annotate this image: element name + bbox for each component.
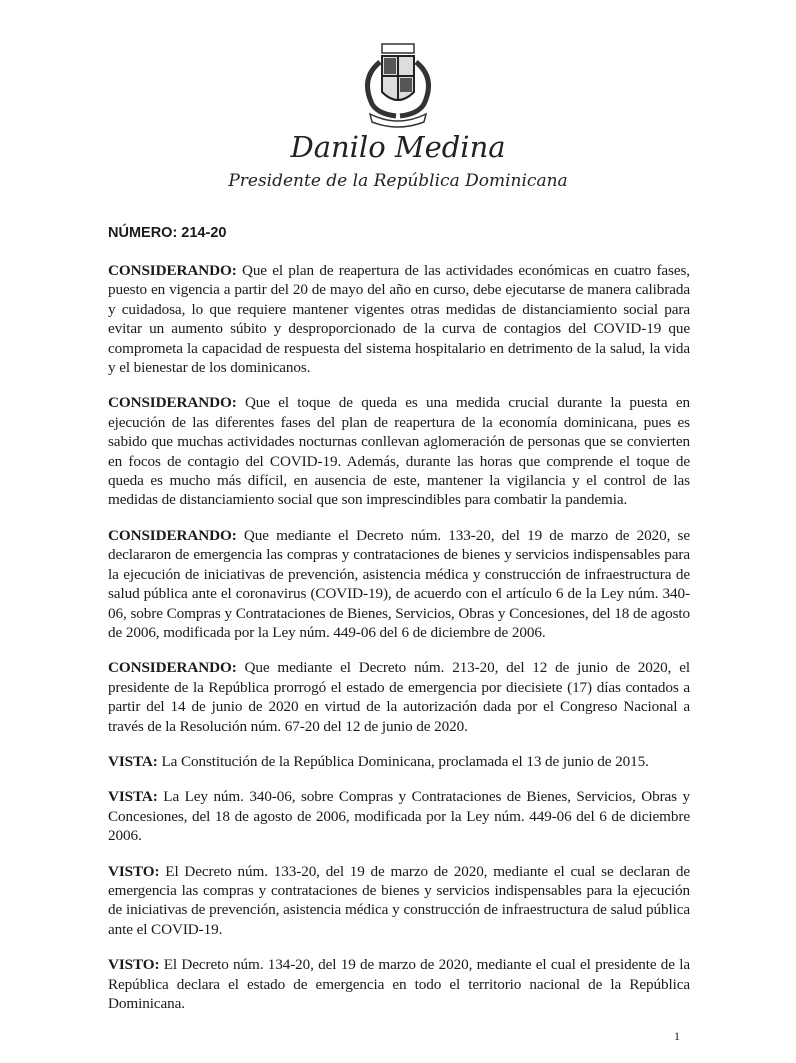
considerando-1: [108, 261, 690, 377]
considerando-4: [108, 658, 690, 736]
visto-2: [108, 955, 690, 1013]
label: VISTO:: [108, 862, 160, 880]
coat-of-arms-seal: [352, 42, 444, 135]
president-title: Presidente de la República Dominicana: [228, 171, 568, 191]
label: CONSIDERANDO:: [108, 659, 237, 677]
president-name: Danilo Medina: [290, 130, 506, 164]
considerando-2: [108, 393, 690, 509]
considerando-3: [108, 526, 690, 642]
label: CONSIDERANDO:: [108, 526, 237, 544]
label: VISTO:: [108, 956, 160, 974]
text: Que mediante el Decreto núm. 133-20, del 19 de marzo de 2020, se declararon de emergencia las compras y contrataciones de bienes y servicios indispensables para la ejecución de iniciativas de prevención, asistencia médica y construcción de infraestructura de salud pública ante el coronavirus (COVID-19), de acuerdo con el artículo 6 de la Ley núm. 340-06, sobre Compras y Contrataciones de Bienes, Servicios, Obras y Concesiones, del 18 de agosto de 2006, modificada por la Ley núm. 449-06 del 6 de diciembre de 2006.: [108, 526, 690, 641]
document-body: [108, 224, 690, 1063]
label: VISTA:: [108, 752, 158, 770]
text: La Ley núm. 340-06, sobre Compras y Contrataciones de Bienes, Servicios, Obras y Concesiones, del 18 de agosto de 2006, modificada por la Ley núm. 449-06 del 6 de diciembre 2006.: [108, 788, 690, 845]
text: Que el plan de reapertura de las actividades económicas en cuatro fases, puesto en vigencia a partir del 20 de mayo del año en curso, debe ejecutarse de manera calibrada y cuidadosa, lo que requiere mantener vigentes otras medidas de distanciamiento social para evitar un aumento súbito y desproporcionado de la curva de contagios del COVID-19 que comprometa la capacidad de respuesta del sistema hospitalario en detrimento de la salud, la vida y el bienestar de los dominicanos.: [108, 262, 690, 377]
label: CONSIDERANDO:: [108, 394, 237, 412]
text: El Decreto núm. 134-20, del 19 de marzo de 2020, mediante el cual el presidente de la República declara el estado de emergencia en todo el territorio nacional de la República Dominicana.: [108, 956, 690, 1012]
vista-2: [108, 787, 690, 845]
text: La Constitución de la República Dominicana, proclamada el 13 de junio de 2015.: [157, 752, 649, 770]
vista-1: [108, 752, 690, 771]
decree-number: NÚMERO: 214-20: [108, 225, 227, 241]
text: Que mediante el Decreto núm. 213-20, del 12 de junio de 2020, el presidente de la República prorrogó el estado de emergencia por diecisiete (17) días contados a partir del 14 de junio de 2020 en virtud de la autorización dada por el Congreso Nacional a través de la Resolución núm. 67-20 del 12 de junio de 2020.: [108, 659, 690, 735]
label: CONSIDERANDO:: [108, 262, 237, 279]
label: VISTA:: [108, 788, 158, 806]
visto-1: [108, 862, 690, 940]
text: El Decreto núm. 133-20, del 19 de marzo de 2020, mediante el cual se declaran de emergencia las compras y contrataciones de bienes y servicios indispensables para la ejecución de iniciativas de prevención, asistencia médica y construcción de infraestructura de salud pública ante el COVID-19.: [108, 862, 690, 938]
page-number: 1: [674, 1029, 680, 1044]
text: Que el toque de queda es una medida crucial durante la puesta en ejecución de las diferentes fases del plan de reapertura de la economía dominicana, pues es sabido que muchas actividades nocturnas conllevan aglomeración de personas que se convierten en focos de contagio del COVID-19. Además, durante las horas que comprende el toque de queda es mucho más difícil, en ausencia de este, mantener la vigilancia y el control de las medidas de distanciamiento social que son imprescindibles para combatir la pandemia.: [108, 394, 690, 509]
